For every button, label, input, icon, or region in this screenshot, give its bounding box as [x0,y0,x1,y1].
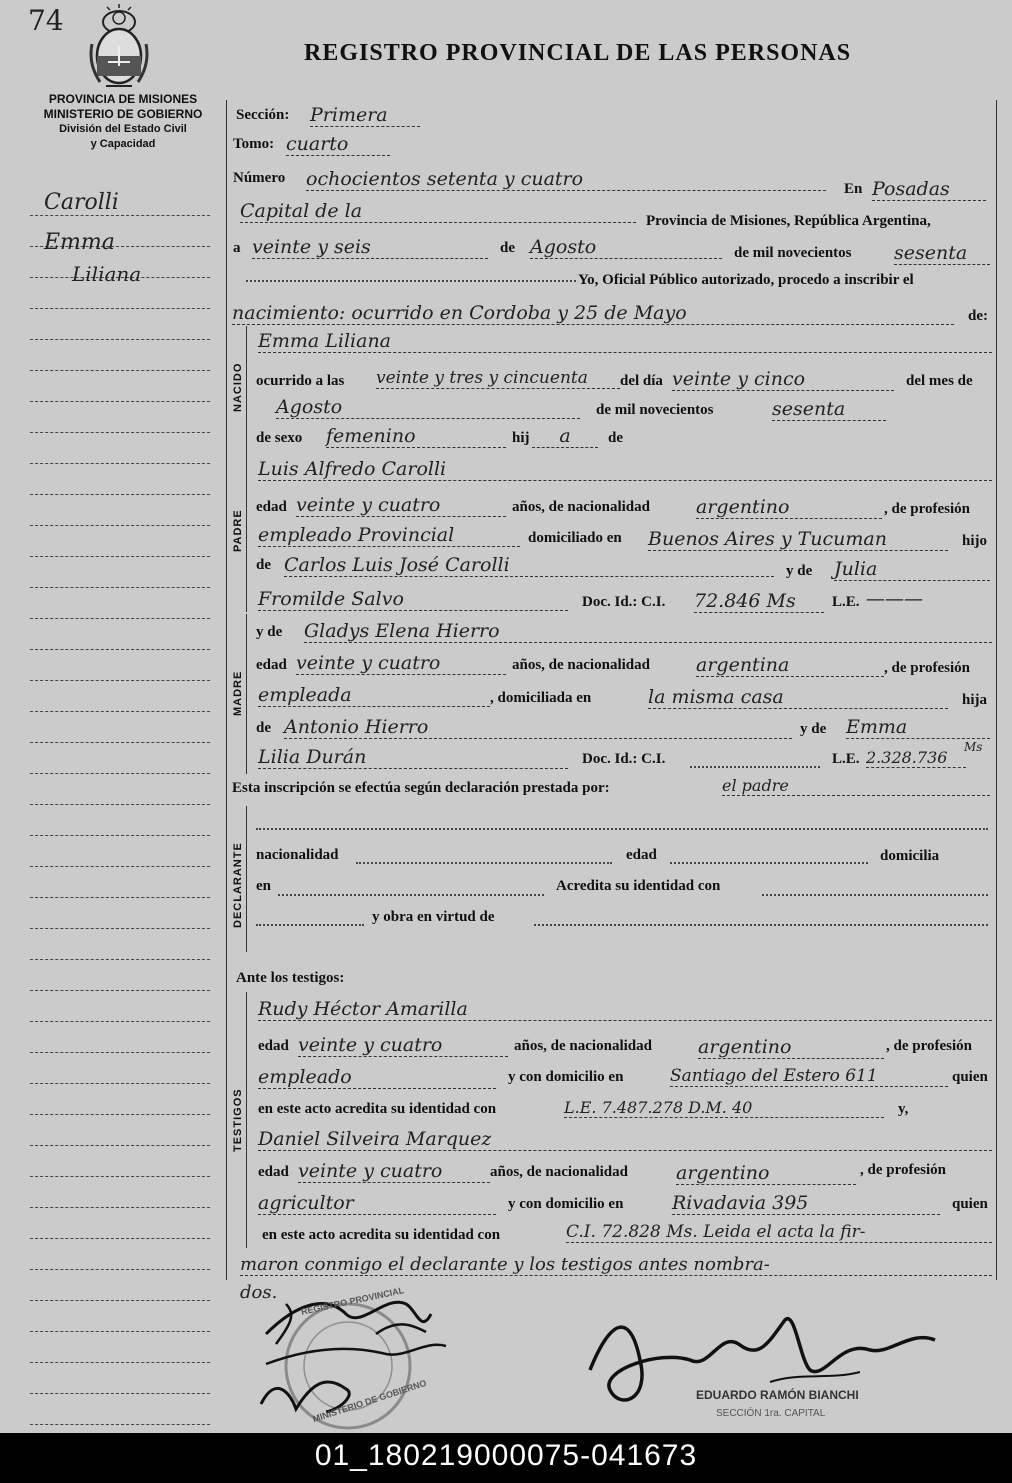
nacido-month-value: Agosto [276,396,580,419]
signature-marq [270,1380,303,1394]
witness2-prof: agricultor [258,1192,496,1215]
declarante-acredita-line [762,894,988,896]
madre-edad-label: edad [256,657,287,673]
official-signature [570,1300,970,1420]
margin-rule [30,649,210,650]
margin-rule [30,804,210,805]
declarante-bracket [246,806,247,952]
margin-rule [30,1021,210,1022]
margin-rule [30,308,210,309]
madre-father-value: Antonio Hierro [284,716,792,739]
hij-de-label: de [608,430,623,446]
margin-rule [30,525,210,526]
a-label: a [233,240,241,256]
ocurrido-label: ocurrido a las [256,373,345,389]
issuer-province: PROVINCIA DE MISIONES [48,92,198,106]
madre-mother-value: Emma [846,716,990,739]
madre-nac-value: argentina [696,654,884,677]
mil-novecientos-label: de mil novecientos [734,245,852,261]
sexo-label: de sexo [256,430,303,446]
madre-yde2-label: y de [800,721,827,737]
witness1-quien-label: quien [952,1069,988,1085]
margin-rule [30,618,210,619]
witness2-dom-label: y con domicilio en [508,1196,624,1212]
padre-de-label: de [256,557,271,573]
margin-rule [30,1269,210,1270]
margin-rule [30,742,210,743]
numero-value: ochocientos setenta y cuatro [306,168,826,191]
declarante-nac-line [356,862,612,864]
declarante-obra-label: y obra en virtud de [372,909,495,925]
declarante-edad-label: edad [626,847,657,863]
declarante-obra-line [534,924,988,926]
witness1-dom-label: y con domicilio en [508,1069,624,1085]
margin-rule [30,215,210,216]
madre-doc-blank [690,766,820,768]
signature-amarilla [300,1330,352,1344]
witness1-acr: L.E. 7.487.278 D.M. 40 [564,1098,884,1118]
testigos-label: TESTIGOS [232,1088,244,1152]
main-right-border [996,100,997,1280]
padre-father-value: Carlos Luis José Carolli [284,554,774,577]
declarante-line-a [256,924,364,926]
declaracion-value: el padre [722,776,990,796]
margin-rule [30,897,210,898]
margin-rule [30,1393,210,1394]
witness1-prof: empleado [258,1066,496,1089]
padre-mother-value: Julia [834,558,990,581]
stamp-top-text: REGISTRO PROVINCIAL [300,1285,405,1317]
margin-second-name: Liliana [72,262,142,286]
padre-dom-value: Buenos Aires y Tucuman [648,528,948,551]
day-value: veinte y seis [252,236,488,259]
hour-value: veinte y tres y cincuenta [376,368,620,389]
padre-yde-label: y de [786,563,813,579]
madre-le-label: L.E. [832,751,860,767]
madre-name: Gladys Elena Hierro [304,620,992,643]
margin-rule [30,866,210,867]
madre-le-value: 2.328.736 [866,748,966,768]
padre-hijo-label: hijo [962,533,988,549]
declarante-label: DECLARANTE [232,842,244,928]
margin-rule [30,587,210,588]
nacido-year-value: sesenta [772,398,886,421]
padre-dom-label: domiciliado en [528,530,622,546]
declarante-en-line [278,894,544,896]
witness1-acr-label: en este acto acredita su identidad con [258,1101,497,1117]
padre-edad-label: edad [256,499,287,515]
file-id-bar [0,1433,1012,1483]
declarante-name-line [256,828,988,830]
madre-label: MADRE [232,670,244,716]
closing-text-2: dos. [240,1282,278,1303]
file-id: 01_180219000075-041673 [314,1439,698,1472]
padre-mother-cont: Fromilde Salvo [258,588,568,611]
witness1-dom: Santiago del Estero 611 [670,1066,948,1087]
month-value: Agosto [530,236,722,259]
margin-rule [30,1114,210,1115]
margin-rule [30,1145,210,1146]
event-value: nacimiento: ocurrido en Cordoba y 25 de Mayo [232,302,954,325]
issuer-capacidad: y Capacidad [90,138,156,150]
witness1-name: Rudy Héctor Amarilla [258,998,992,1021]
hij-value: a [532,425,598,448]
seccion-label: Sección: [236,107,290,123]
margin-rule [30,401,210,402]
padre-doc-value: 72.846 Ms [694,590,824,613]
madre-nac-label: años, de nacionalidad [512,657,650,673]
nacido-name: Emma Liliana [258,330,992,353]
margin-rule [30,1238,210,1239]
margin-rule [30,928,210,929]
margin-rule [30,680,210,681]
del-dia-label: del día [620,373,663,389]
provincia-text: Provincia de Misiones, República Argentina, [646,213,931,229]
witness2-dom: Rivadavia 395 [672,1192,940,1215]
witness1-edad-label: edad [258,1038,289,1054]
official-stamp-name: EDUARDO RAMÓN BIANCHI [696,1388,859,1402]
witness2-name: Daniel Silveira Marquez [258,1128,992,1151]
document-title: REGISTRO PROVINCIAL DE LAS PERSONAS [304,40,852,66]
year-value: sesenta [894,242,990,265]
margin-rule [30,1424,210,1425]
margin-rule [30,1083,210,1084]
witness2-nac-label: años, de nacionalidad [490,1164,628,1180]
witness2-prof-label: , de profesión [860,1162,946,1178]
sexo-value: femenino [326,425,506,448]
witness1-y-label: y, [898,1101,909,1117]
margin-rule [30,1362,210,1363]
margin-surname: Carolli [44,190,119,215]
witness2-nac: argentino [676,1162,856,1185]
de-label: de [500,240,515,256]
de-colon-label: de: [968,308,988,324]
margin-rule [30,494,210,495]
margin-rule [30,1331,210,1332]
margin-rule [30,990,210,991]
ante-testigos-label: Ante los testigos: [236,970,345,986]
tomo-label: Tomo: [233,136,275,152]
seccion-value: Primera [310,104,420,127]
main-left-border [226,100,227,1280]
witness2-acr: C.I. 72.828 Ms. Leida el acta la fir- [566,1222,992,1243]
margin-rule [30,463,210,464]
official-stamp-office: SECCIÓN 1ra. CAPITAL [716,1408,826,1419]
witness2-acr-label: en este acto acredita su identidad con [262,1227,501,1243]
numero-label: Número [233,170,286,186]
margin-rule [30,556,210,557]
margin-rule [30,835,210,836]
padre-le-label: L.E. [832,594,860,610]
coat-of-arms-icon [86,4,152,90]
margin-rule [30,370,210,371]
page-number: 74 [28,4,64,37]
yo-text: Yo, Oficial Público autorizado, procedo a inscribir el [578,272,914,288]
issuer-block [18,92,228,152]
madre-le-suffix: Ms [964,740,983,754]
madre-dom-label: , domiciliada en [490,690,592,706]
padre-label: PADRE [232,509,244,552]
madre-dom-value: la misma casa [648,686,948,709]
padre-bracket [246,452,247,612]
testigos-bracket [246,992,247,1248]
madre-hija-label: hija [962,692,988,708]
padre-nac-value: argentino [696,496,882,519]
padre-doc-label: Doc. Id.: C.I. [582,594,666,610]
madre-prof-value: empleada [258,684,490,707]
margin-rule [30,1052,210,1053]
official-signature-text [620,1340,698,1354]
witness2-quien-label: quien [952,1196,988,1212]
declarante-edad-line [670,862,868,864]
margin-rule [30,1300,210,1301]
nacido-bracket [246,326,247,452]
padre-edad-value: veinte y cuatro [296,494,506,517]
city-continuation: Capital de la [240,200,636,223]
witness1-prof-label: , de profesión [886,1038,972,1054]
hij-label: hij [512,430,530,446]
nacido-mil-label: de mil novecientos [596,402,714,418]
witness2-edad-label: edad [258,1164,289,1180]
en-label: En [844,181,863,197]
issuer-ministry: MINISTERIO DE GOBIERNO [43,107,203,121]
nacido-label: NACIDO [232,362,244,412]
margin-rule [30,959,210,960]
padre-prof-label: , de profesión [884,501,970,517]
margin-rule [30,773,210,774]
tomo-value: cuarto [286,133,390,156]
padre-nac-label: años, de nacionalidad [512,499,650,515]
madre-bracket [246,614,247,774]
madre-mother-cont: Lilia Durán [258,746,568,769]
declarante-acredita-label: Acredita su identidad con [556,878,721,894]
witness1-edad: veinte y cuatro [298,1034,508,1057]
witness2-edad: veinte y cuatro [298,1160,490,1183]
closing-text: maron conmigo el declarante y los testigos antes nombra- [240,1254,992,1276]
madre-yde-label: y de [256,624,283,640]
en-value: Posadas [872,178,986,201]
declarante-en-label: en [256,878,271,894]
margin-rule [30,711,210,712]
madre-doc-label: Doc. Id.: C.I. [582,751,666,767]
padre-le-value: ——— [866,588,923,610]
declarante-nac-label: nacionalidad [256,847,339,863]
padre-name: Luis Alfredo Carolli [258,458,992,481]
stamp-bottom-text: MINISTERIO DE GOBIERNO [311,1377,428,1425]
issuer-division: División del Estado Civil [59,123,187,135]
witness1-nac-label: años, de nacionalidad [514,1038,652,1054]
fill-dashes [246,280,576,282]
madre-de-label: de [256,720,271,736]
margin-rule [30,1207,210,1208]
del-mes-label: del mes de [906,373,973,389]
declaracion-label: Esta inscripción se efectúa según declaración prestada por: [232,780,610,796]
margin-first-name: Emma [44,230,115,255]
margin-rule [30,432,210,433]
nacido-day-value: veinte y cinco [672,368,894,391]
margin-rule [30,339,210,340]
witness1-nac: argentino [698,1036,884,1059]
margin-rule [30,1176,210,1177]
madre-prof-label: , de profesión [884,660,970,676]
padre-prof-value: empleado Provincial [258,524,520,547]
declarante-dom-label: domicilia [880,848,940,864]
madre-edad-value: veinte y cuatro [296,652,506,675]
